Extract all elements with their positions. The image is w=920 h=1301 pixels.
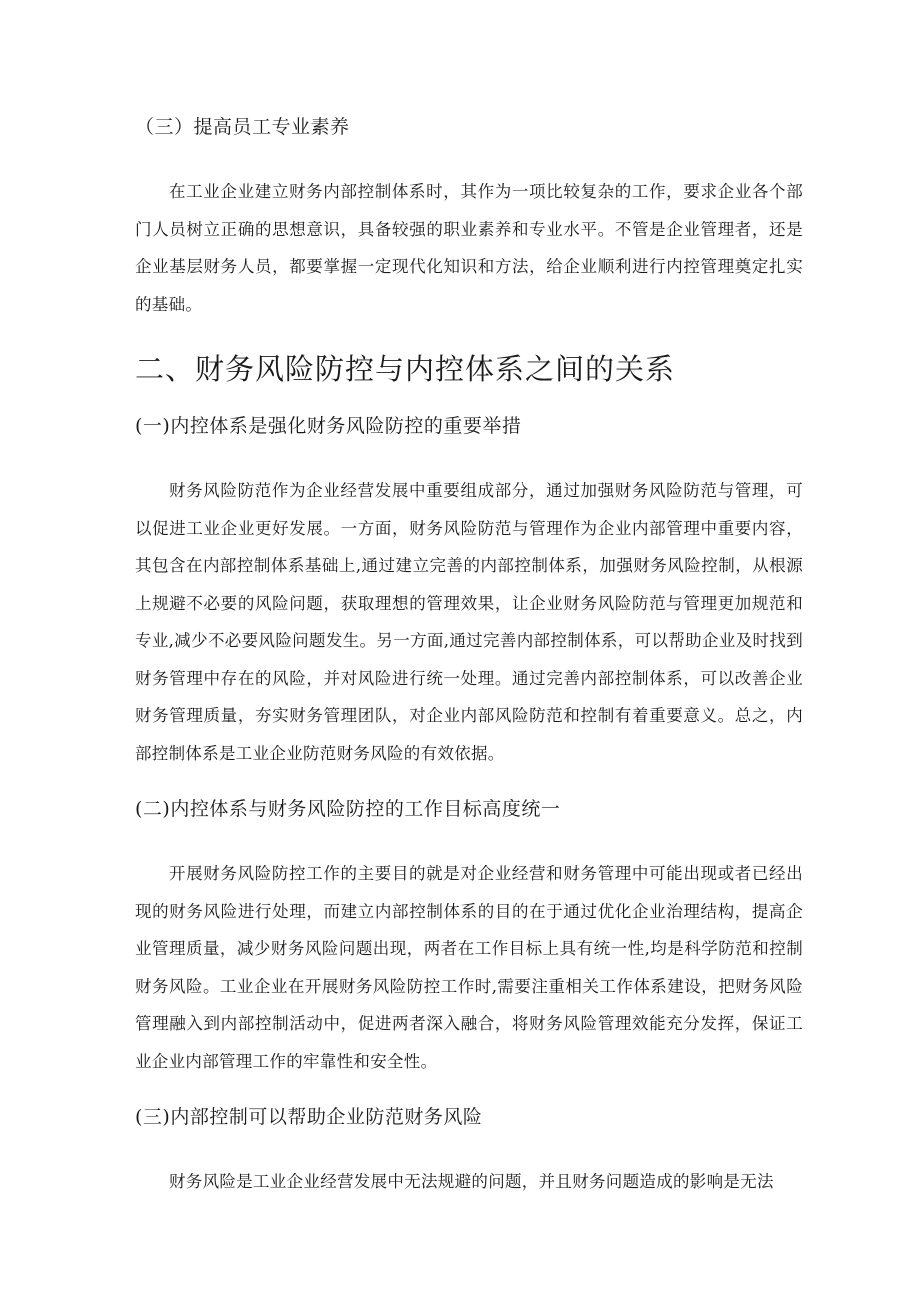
body-paragraph: 财务风险是工业企业经营发展中无法规避的问题，并且财务问题造成的影响是无法 bbox=[169, 1172, 774, 1191]
section-heading: （三）提高员工专业素养 bbox=[135, 116, 350, 138]
body-paragraph: 开展财务风险防控工作的主要目的就是对企业经营和财务管理中可能出现或者已经出现的财务风险进行处理，而建立内部控制体系的目的在于通过优化企业治理结构，提高企业管理质量，减少财务风险问题出现，两者在工作目标上具有统一性,均是科学防范和控制财务风险。工业企业在开展财务风险防控工作时,需要注重相关工作体系建设，把财务风险管理融入到内部控制活动中，促进两者深入融合，将财务风险管理效能充分发挥，保证工业企业内部管理工作的牢靠性和安全性。 bbox=[135, 864, 803, 1071]
section-heading: (二)内控体系与财务风险防控的工作目标高度统一 bbox=[135, 798, 561, 820]
document-body bbox=[135, 112, 803, 1201]
section-heading: (三)内部控制可以帮助企业防范财务风险 bbox=[135, 1106, 483, 1128]
body-paragraph: 财务风险防范作为企业经营发展中重要组成部分，通过加强财务风险防范与管理，可以促进工业企业更好发展。一方面，财务风险防范与管理作为企业内部管理中重要内容，其包含在内部控制体系基础上,通过建立完善的内部控制体系，加强财务风险控制，从根源上规避不必要的风险问题，获取理想的管理效果，让企业财务风险防范与管理更加规范和专业,减少不必要风险问题发生。另一方面,通过完善内部控制体系，可以帮助企业及时找到财务管理中存在的风险，并对风险进行统一处理。通过完善内部控制体系，可以改善企业财务管理质量，夯实财务管理团队，对企业内部风险防范和控制有着重要意义。总之，内部控制体系是工业企业防范财务风险的有效依据。 bbox=[135, 481, 803, 763]
body-paragraph: 在工业企业建立财务内部控制体系时，其作为一项比较复杂的工作，要求企业各个部门人员树立正确的思想意识，具备较强的职业素养和专业水平。不管是企业管理者，还是企业基层财务人员，都要掌握一定现代化知识和方法，给企业顺利进行内控管理奠定扎实的基础。 bbox=[135, 182, 803, 314]
chapter-heading: 二、财务风险防控与内控体系之间的关系 bbox=[135, 352, 676, 386]
section-heading: (一)内控体系是强化财务风险防控的重要举措 bbox=[135, 415, 522, 437]
